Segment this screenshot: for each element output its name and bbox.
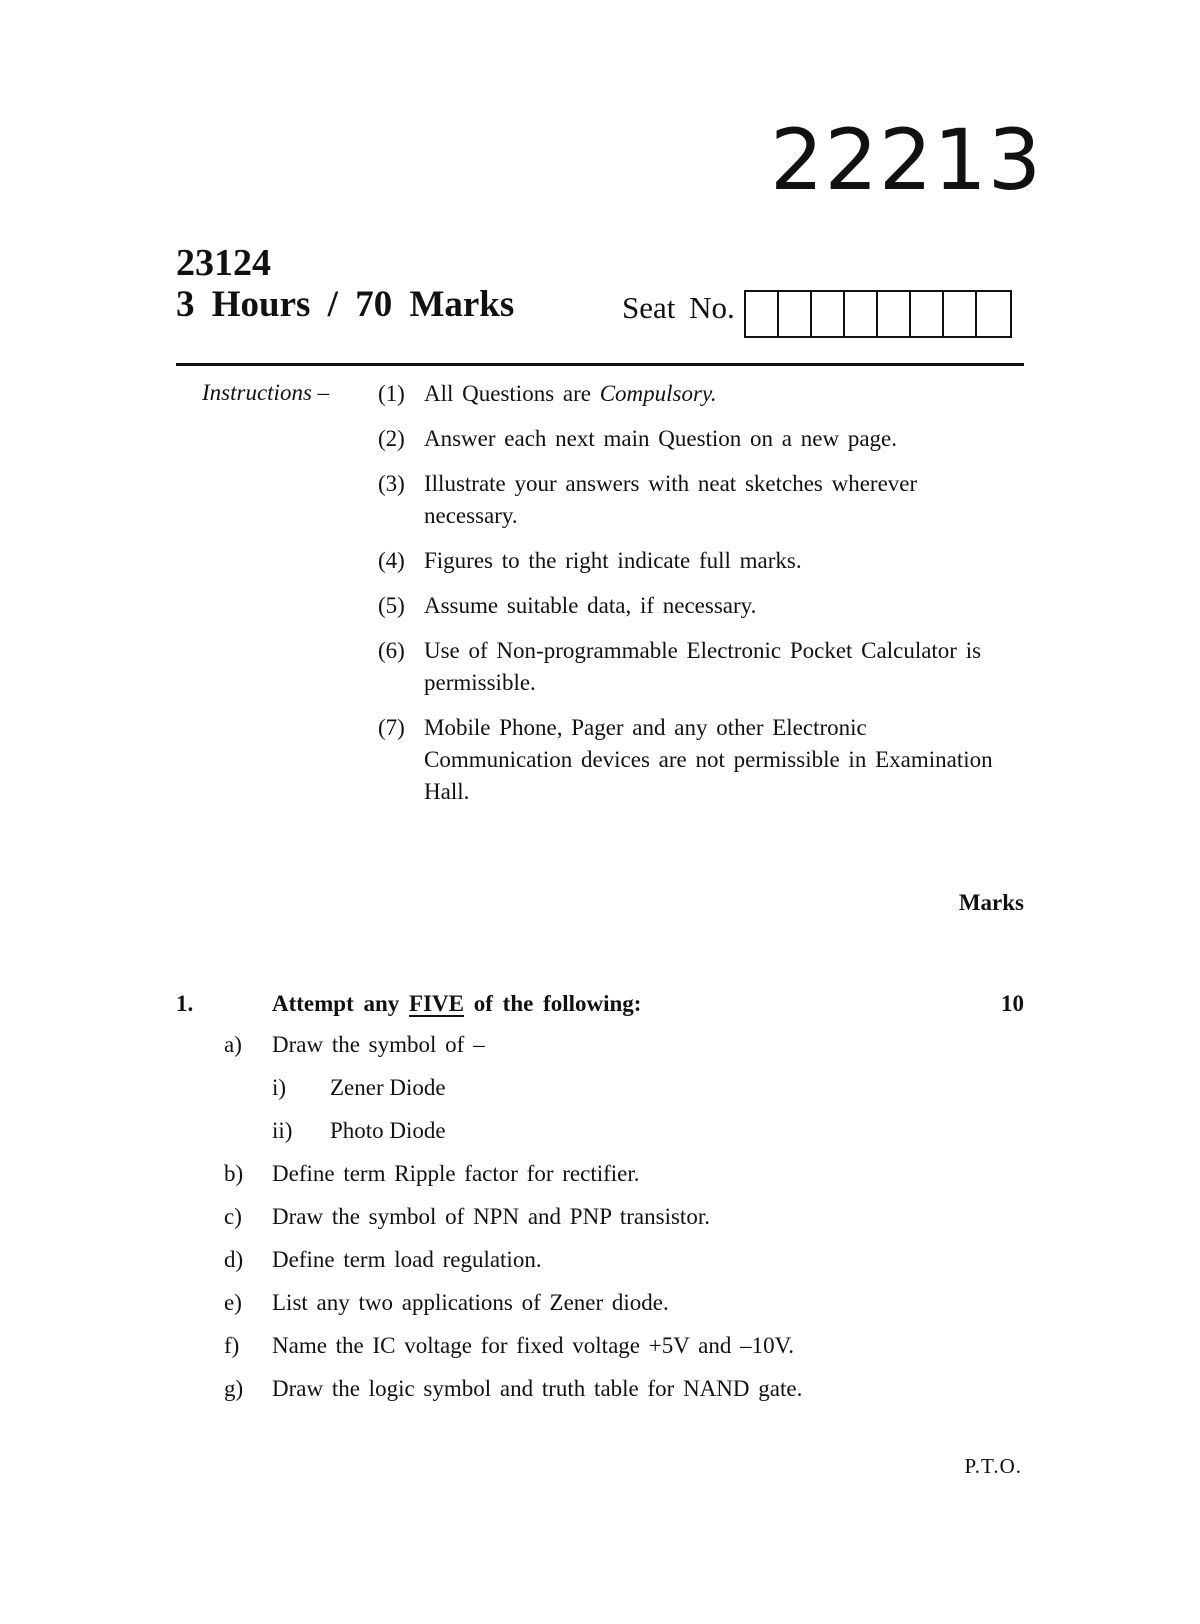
- exam-code: 23124: [176, 242, 271, 284]
- subsubquestion-text: Zener Diode: [330, 1075, 446, 1100]
- subsubquestion-text: Photo Diode: [330, 1118, 446, 1143]
- question-1-subquestions: [224, 1030, 1024, 1417]
- seat-number-boxes[interactable]: [744, 290, 1012, 338]
- instruction-item: [378, 378, 1018, 410]
- seat-number-box[interactable]: [746, 292, 779, 336]
- question-title-post: of the following:: [464, 991, 642, 1016]
- subquestion-letter: e): [224, 1290, 242, 1315]
- instruction-number: (3): [378, 471, 405, 496]
- instructions-list: [378, 378, 1018, 821]
- subquestion-item: [224, 1159, 1024, 1189]
- subquestion-text: Draw the logic symbol and truth table for NAND gate.: [272, 1376, 803, 1401]
- instruction-item: [378, 590, 1018, 622]
- instructions-label: Instructions –: [202, 380, 330, 405]
- instruction-text: Assume suitable data, if necessary.: [424, 593, 757, 618]
- instruction-number: (7): [378, 715, 405, 740]
- seat-number-box[interactable]: [779, 292, 812, 336]
- question-1-heading: [176, 989, 1024, 1019]
- subquestion-letter: d): [224, 1247, 244, 1272]
- instruction-item: [378, 468, 1018, 532]
- subquestion-text: Define term Ripple factor for rectifier.: [272, 1161, 640, 1186]
- question-number: 1.: [176, 991, 194, 1016]
- seat-number-box[interactable]: [977, 292, 1010, 336]
- instruction-number: (6): [378, 638, 405, 663]
- instruction-item: [378, 423, 1018, 455]
- subquestion-item: [224, 1288, 1024, 1318]
- instruction-text-main: All Questions are: [424, 381, 600, 406]
- seat-number-box[interactable]: [845, 292, 878, 336]
- subquestion-text: List any two applications of Zener diode.: [272, 1290, 669, 1315]
- question-title-emphasis: FIVE: [409, 991, 464, 1016]
- question-title: [272, 989, 1001, 1019]
- question-marks: 10: [1001, 991, 1024, 1016]
- marks-column-heading: Marks: [958, 890, 1024, 915]
- subquestion-letter: c): [224, 1204, 242, 1229]
- instruction-text: Figures to the right indicate full marks.: [424, 548, 802, 573]
- instruction-item: [378, 712, 1018, 808]
- instruction-item: [378, 635, 1018, 699]
- subsubquestion-number: i): [272, 1075, 287, 1100]
- subquestion-item: [224, 1030, 1024, 1060]
- subquestion-text: Draw the symbol of NPN and PNP transistor.: [272, 1204, 710, 1229]
- subquestion-letter: b): [224, 1161, 244, 1186]
- subquestion-letter: f): [224, 1333, 240, 1358]
- subquestion-text: Define term load regulation.: [272, 1247, 542, 1272]
- instruction-item: [378, 545, 1018, 577]
- subquestion-letter: g): [224, 1376, 244, 1401]
- seat-number-label: Seat No.: [622, 290, 735, 325]
- subsubquestion-item: [224, 1073, 1024, 1103]
- seat-number-box[interactable]: [944, 292, 977, 336]
- subquestion-item: [224, 1374, 1024, 1404]
- paper-code: 22213: [770, 111, 1043, 209]
- instruction-text: Mobile Phone, Pager and any other Electronic Communication devices are not permissible in Examination Hall.: [424, 715, 993, 804]
- instruction-text-emphasis: Compulsory.: [599, 381, 717, 406]
- instruction-text: Use of Non-programmable Electronic Pocket Calculator is permissible.: [424, 638, 982, 695]
- subsubquestion-number: ii): [272, 1118, 293, 1143]
- seat-number-box[interactable]: [812, 292, 845, 336]
- subsubquestion-item: [224, 1116, 1024, 1146]
- subquestion-item: [224, 1245, 1024, 1275]
- subquestion-item: [224, 1331, 1024, 1361]
- subquestion-text: Draw the symbol of –: [272, 1032, 485, 1057]
- instruction-number: (2): [378, 426, 405, 451]
- duration-marks: 3 Hours / 70 Marks: [176, 284, 515, 325]
- subquestion-letter: a): [224, 1032, 242, 1057]
- seat-number-box[interactable]: [878, 292, 911, 336]
- instruction-number: (5): [378, 593, 405, 618]
- subquestion-text: Name the IC voltage for fixed voltage +5V and –10V.: [272, 1333, 795, 1358]
- question-title-pre: Attempt any: [272, 991, 410, 1016]
- instruction-text: Answer each next main Question on a new page.: [424, 426, 897, 451]
- instruction-text: Illustrate your answers with neat sketches wherever necessary.: [424, 471, 918, 528]
- instruction-number: (4): [378, 548, 405, 573]
- subquestion-item: [224, 1202, 1024, 1232]
- seat-number-box[interactable]: [911, 292, 944, 336]
- please-turn-over: P.T.O.: [964, 1454, 1022, 1478]
- instruction-text: [424, 378, 1018, 410]
- instruction-number: (1): [378, 381, 405, 406]
- header-divider: [176, 363, 1024, 366]
